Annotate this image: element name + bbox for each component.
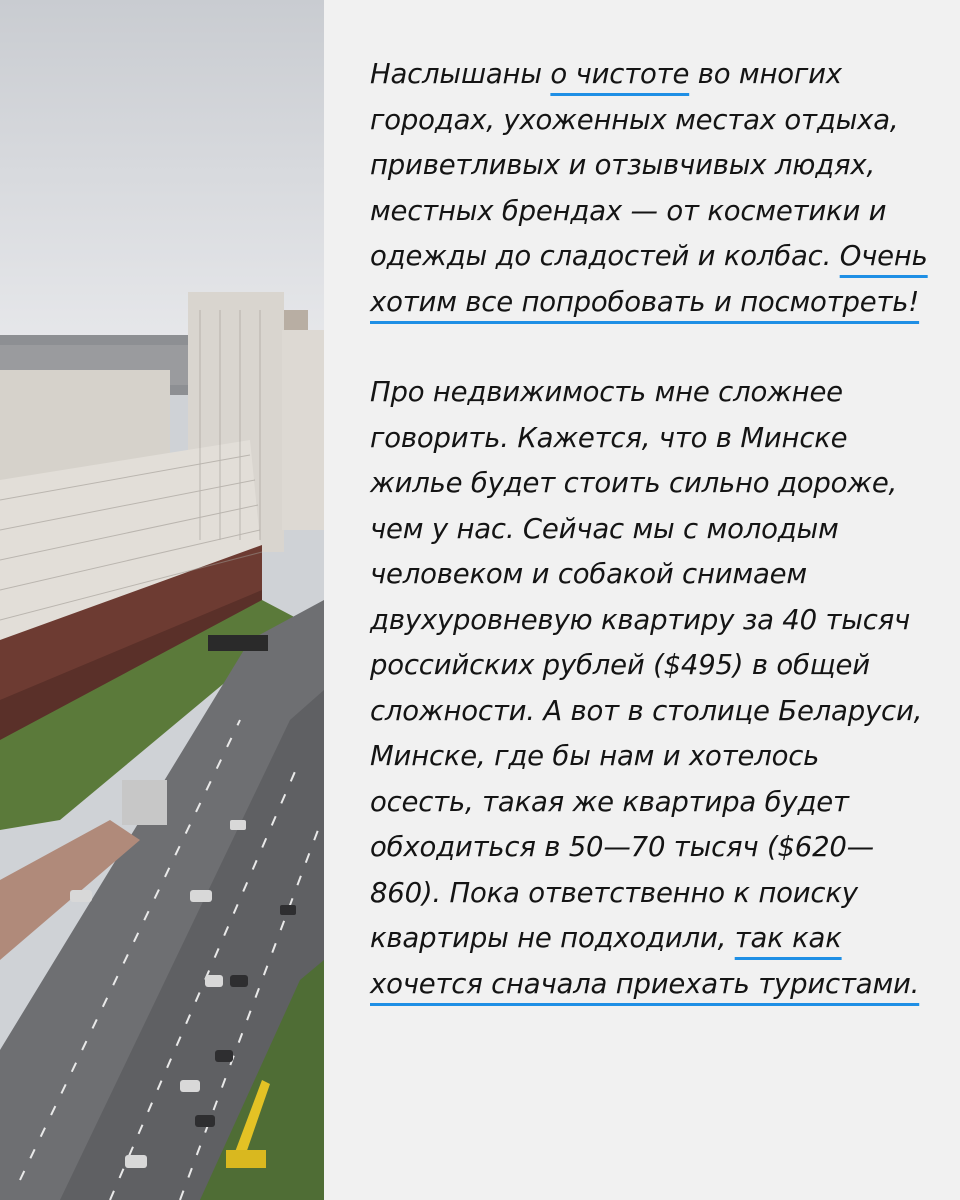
text-run: Наслышаны <box>370 58 551 90</box>
highlight-link: так как хочется сначала приехать туристами. <box>370 922 920 1000</box>
city-photo <box>0 0 324 1200</box>
article-text <box>370 52 930 1007</box>
city-avenue-illustration <box>0 0 324 1200</box>
highlight-link: о чистоте <box>550 58 690 90</box>
text-run: во многих городах, ухоженных местах отдыха, приветливых и отзывчивых людях, местных брендах — от косметики и одежды до сладостей и колбас. <box>370 58 899 272</box>
text-run: Про недвижимость мне сложнее говорить. Кажется, что в Минске жилье будет стоить сильно дороже, чем у нас. Сейчас мы с молодым человеком и собакой снимаем двухуровневую квартиру за 40 тысяч российских рублей ($495) в общей сложности. А вот в столице Беларуси, Минске, где бы нам и хотелось осесть, такая же квартира будет обходиться в 50—70 тысяч ($620—860). Пока ответственно к поиску квартиры не подходили, <box>370 376 923 954</box>
text-panel <box>324 0 960 1200</box>
highlight-link: Очень хотим все попробовать и посмотреть! <box>370 240 928 318</box>
paragraph-2 <box>370 370 930 1007</box>
paragraph-1 <box>370 52 930 325</box>
